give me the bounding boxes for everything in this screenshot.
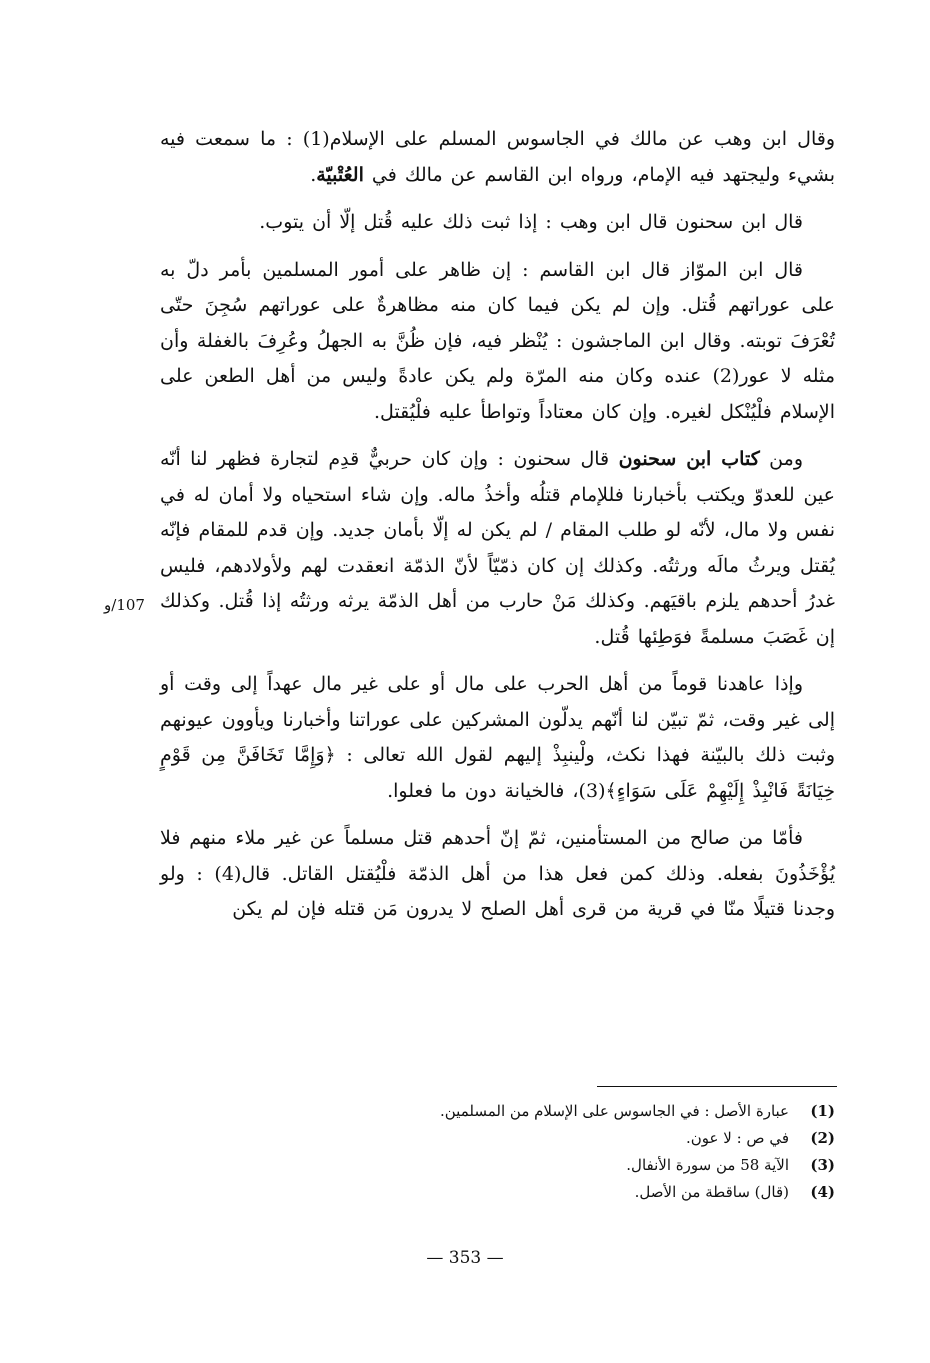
- paragraph-4-text: قال سحنون : وإن كان حربيٌّ قدِم لتجارة فظهر لنا أنّه عين للعدوّ ويكتب بأخبارنا فللإمام قتلُه وأخذُ ماله. وإن شاء استحياه ولا أمان له في نفس ولا مال، لأنّه لو طلب المقام / لم يكن له إلّا بأمان جديد. وإن قدم للمقام فإنّه يُقتل ويرثُ مالَه ورثتُه. وكذلك إن كان ذمّيّاً لأنّ الذمّة انعقدت لهم ولأولادهم، فليس غدرُ أحدهم يلزم باقيَهم. وكذلك مَنْ حارب من أهل الذمّة يرثه ورثتُه إذا قُتل. وكذلك إن غَصَبَ مسلمةً فوَطِئها قُتل.: [160, 448, 835, 648]
- folio-margin-note: 107/و: [104, 596, 145, 614]
- footnotes: [300, 1098, 835, 1206]
- paragraph-1: [160, 122, 835, 193]
- footnote-number: (2): [810, 1129, 835, 1147]
- main-text: [160, 122, 835, 940]
- paragraph-1-end: .: [310, 163, 317, 186]
- footnote-number: (4): [810, 1183, 835, 1201]
- footnote-3: [300, 1152, 835, 1179]
- paragraph-3: [160, 253, 835, 431]
- book-title-ibn-sahnun: كتاب ابن سحنون: [618, 448, 760, 470]
- footnote-2: [300, 1125, 835, 1152]
- footnote-number: (1): [810, 1102, 835, 1120]
- paragraph-5: [160, 667, 835, 809]
- paragraph-6-text: فأمّا من صالح من المستأمنين، ثمّ إنّ أحدهم قتل مسلماً عن غير ملاء منهم فلا يُؤْخَذُونَ بفعله. وذلك كمن فعل هذا من أهل الذمّة فلْيُقتل القاتل. قال(4) : ولو وجدنا قتيلًا منّا في قرية من قرى أهل الصلح لا يدرون مَن قتله فإن لم يكن: [160, 827, 835, 920]
- paragraph-4-start: ومن: [759, 448, 803, 470]
- footnote-1: [300, 1098, 835, 1125]
- paragraph-2: [160, 205, 835, 241]
- footnote-text: الآية 58 من سورة الأنفال.: [626, 1156, 789, 1174]
- paragraph-5-text: وإذا عاهدنا قوماً من أهل الحرب على مال أو على غير مال عهداً إلى وقت أو إلى غير وقت، ثمّ تبيّن لنا أنّهم يدلّون المشركين على عوراتنا وأخبارنا ويأوون عيونهم وثبت ذلك بالبيّنة فهذا نكث، ولْينبِذْ إليهم لقول الله تعالى : ﴿وَإِمَّا تَخَافَنَّ مِن قَوْمٍ خِيَانَةً فَانْبِذْ إِلَيْهِمْ عَلَى سَوَاءٍ﴾(3)، فالخيانة دون ما فعلوا.: [160, 673, 835, 802]
- paragraph-4: [160, 442, 835, 655]
- paragraph-1-text: وقال ابن وهب عن مالك في الجاسوس المسلم على الإسلام(1) : ما سمعت فيه بشيء وليجتهد فيه الإمام، ورواه ابن القاسم عن مالك في: [160, 128, 836, 186]
- book-title-utbiyya: العُتْبيّة: [316, 163, 364, 186]
- footnote-separator: [597, 1086, 837, 1087]
- paragraph-2-text: قال ابن سحنون قال ابن وهب : إذا ثبت ذلك عليه قُتل إلّا أن يتوب.: [259, 211, 803, 233]
- paragraph-6: [160, 821, 835, 928]
- paragraph-3-text: قال ابن الموّاز قال ابن القاسم : إن ظاهر على أمور المسلمين بأمر دلّ به على عوراتهم قُتل. وإن لم يكن فيما كان منه مظاهرةٌ على عوراتهم سُجِنَ حتّى تُعْرَفَ توبته. وقال ابن الماجشون : يُنْظر فيه، فإن ظُنَّ به الجهلُ وعُرِفَ بالغفلة وأن مثله لا عور(2) عنده وكان منه المرّة ولم يكن عادةً وليس من أهل الطعن على الإسلام فلْيُنْكل لغيره. وإن كان معتاداً وتواطأ عليه فلْيُقتل.: [160, 258, 836, 423]
- page-number: — 353 —: [426, 1248, 504, 1268]
- footnote-text: عبارة الأصل : في الجاسوس على الإسلام من المسلمين.: [440, 1102, 789, 1120]
- footnote-text: (قال) ساقطة من الأصل.: [634, 1183, 789, 1201]
- footnote-text: في ص : لا عون.: [686, 1129, 789, 1147]
- footnote-number: (3): [810, 1156, 835, 1174]
- footnote-4: [300, 1179, 835, 1206]
